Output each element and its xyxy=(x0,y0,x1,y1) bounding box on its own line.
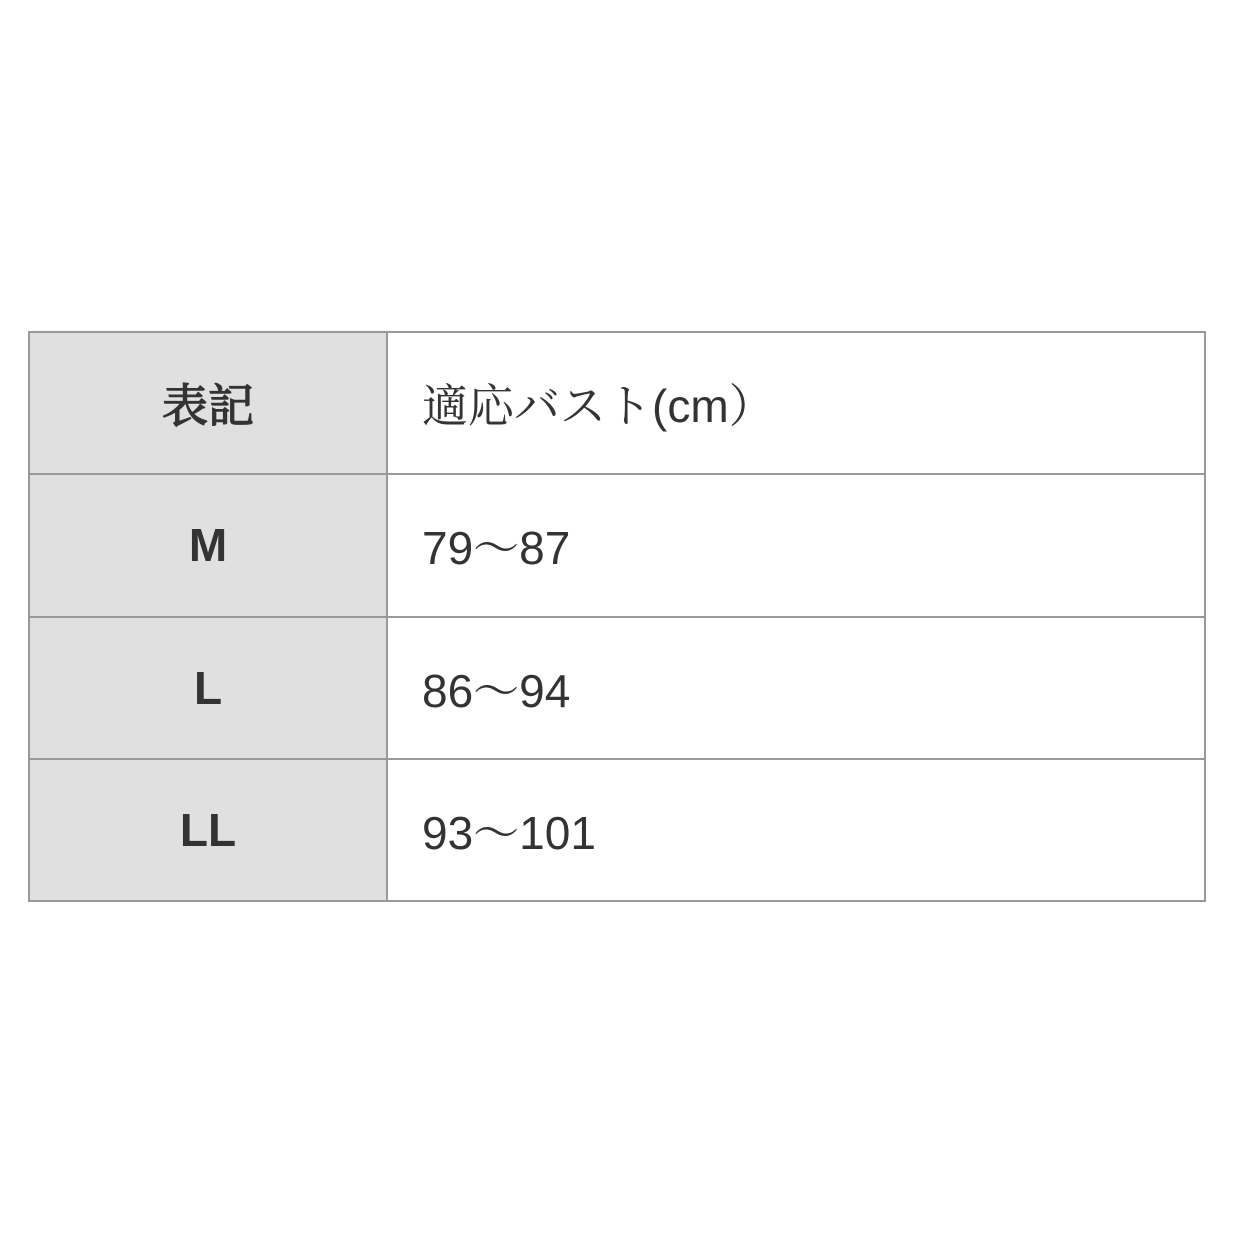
header-bust-range-cell: 適応バスト(cm） xyxy=(387,332,1205,474)
table-row-m xyxy=(29,474,1205,616)
header-row xyxy=(29,332,1205,474)
size-chart-table xyxy=(28,331,1206,902)
table-row-ll xyxy=(29,759,1205,901)
header-size-notation-cell: 表記 xyxy=(29,332,387,474)
bust-range-m: 79〜87 xyxy=(387,474,1205,616)
table-row-l xyxy=(29,617,1205,759)
size-label-l: L xyxy=(29,617,387,759)
size-label-ll: LL xyxy=(29,759,387,901)
bust-range-l: 86〜94 xyxy=(387,617,1205,759)
size-label-m: M xyxy=(29,474,387,616)
bust-range-ll: 93〜101 xyxy=(387,759,1205,901)
size-chart-body xyxy=(29,332,1205,901)
